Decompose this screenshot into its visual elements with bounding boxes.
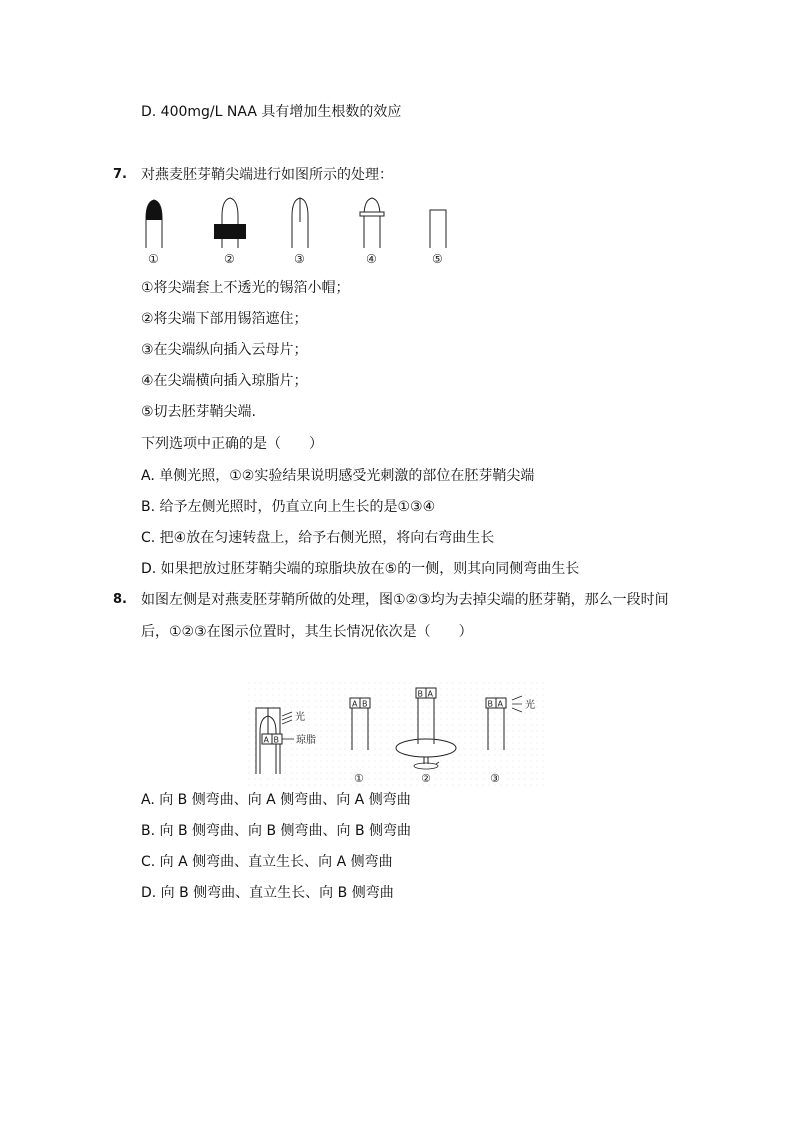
q8-option-a: A. 向 B 侧弯曲、向 A 侧弯曲、向 A 侧弯曲 bbox=[141, 792, 411, 808]
light-label-left: 光 bbox=[295, 712, 305, 723]
agar-label: 琼脂 bbox=[296, 735, 316, 746]
c3-block-b: B bbox=[487, 699, 493, 709]
q8-option-c: C. 向 A 侧弯曲、直立生长、向 A 侧弯曲 bbox=[141, 854, 393, 870]
q7-step-1: ①将尖端套上不透光的锡箔小帽； bbox=[141, 280, 350, 296]
q8-option-b: B. 向 B 侧弯曲、向 B 侧弯曲、向 B 侧弯曲 bbox=[141, 823, 412, 839]
coleoptile-with-horizontal-agar bbox=[360, 198, 384, 248]
c1-block-b: B bbox=[362, 699, 368, 709]
q7-figure bbox=[136, 196, 476, 268]
q7-prompt: 下列选项中正确的是（ ） bbox=[141, 436, 323, 452]
q8-stem-line-1: 如图左侧是对燕麦胚芽鞘所做的处理，图①②③均为去掉尖端的胚芽鞘，那么一段时间 bbox=[141, 592, 669, 608]
c2-block-a: A bbox=[427, 689, 433, 699]
q8-fig-label-3: ③ bbox=[490, 772, 500, 785]
q8-fig-label-2: ② bbox=[421, 772, 431, 785]
c1-block-a: A bbox=[352, 699, 358, 709]
coleoptile-with-foil-below-tip bbox=[214, 198, 246, 248]
q7-option-a: A. 单侧光照，①②实验结果说明感受光刺激的部位在胚芽鞘尖端 bbox=[141, 468, 535, 484]
q7-step-3: ③在尖端纵向插入云母片； bbox=[141, 342, 308, 358]
q7-number: 7. bbox=[113, 167, 127, 182]
q7-option-b: B. 给予左侧光照时，仍直立向上生长的是①③④ bbox=[141, 499, 436, 515]
decapitated-coleoptile bbox=[430, 210, 446, 248]
coleoptile-with-vertical-mica bbox=[292, 198, 308, 248]
q7-step-4: ④在尖端横向插入琼脂片； bbox=[141, 373, 308, 389]
q7-fig-label-3: ③ bbox=[294, 252, 305, 266]
q8-option-d: D. 向 B 侧弯曲、直立生长、向 B 侧弯曲 bbox=[141, 885, 394, 901]
q8-number: 8. bbox=[113, 592, 127, 607]
q7-step-5: ⑤切去胚芽鞘尖端. bbox=[141, 404, 257, 420]
q8-stem-line-2: 后，①②③在图示位置时，其生长情况依次是（ ） bbox=[141, 624, 473, 640]
q7-fig-label-4: ④ bbox=[366, 252, 377, 266]
q7-option-c: C. 把④放在匀速转盘上，给予右侧光照，将向右弯曲生长 bbox=[141, 530, 495, 546]
c3-block-a: A bbox=[497, 699, 503, 709]
q7-fig-label-2: ② bbox=[224, 252, 235, 266]
coleoptile-with-opaque-cap bbox=[146, 200, 162, 248]
q7-stem: 对燕麦胚芽鞘尖端进行如图所示的处理： bbox=[141, 167, 393, 183]
q7-fig-label-1: ① bbox=[148, 252, 159, 266]
c2-block-b: B bbox=[417, 689, 423, 699]
light-label-right: 光 bbox=[525, 700, 535, 711]
treatment-block-a: A bbox=[263, 735, 269, 745]
q7-fig-label-5: ⑤ bbox=[432, 252, 443, 266]
q8-fig-label-1: ① bbox=[354, 772, 364, 785]
q7-step-2: ②将尖端下部用锡箔遮住； bbox=[141, 311, 308, 327]
q7-option-d: D. 如果把放过胚芽鞘尖端的琼脂块放在⑤的一侧，则其向同侧弯曲生长 bbox=[141, 561, 580, 577]
treatment-block-b: B bbox=[273, 735, 279, 745]
prev-option-d: D. 400mg/L NAA 具有增加生根数的效应 bbox=[141, 104, 402, 120]
q8-figure bbox=[248, 682, 548, 788]
